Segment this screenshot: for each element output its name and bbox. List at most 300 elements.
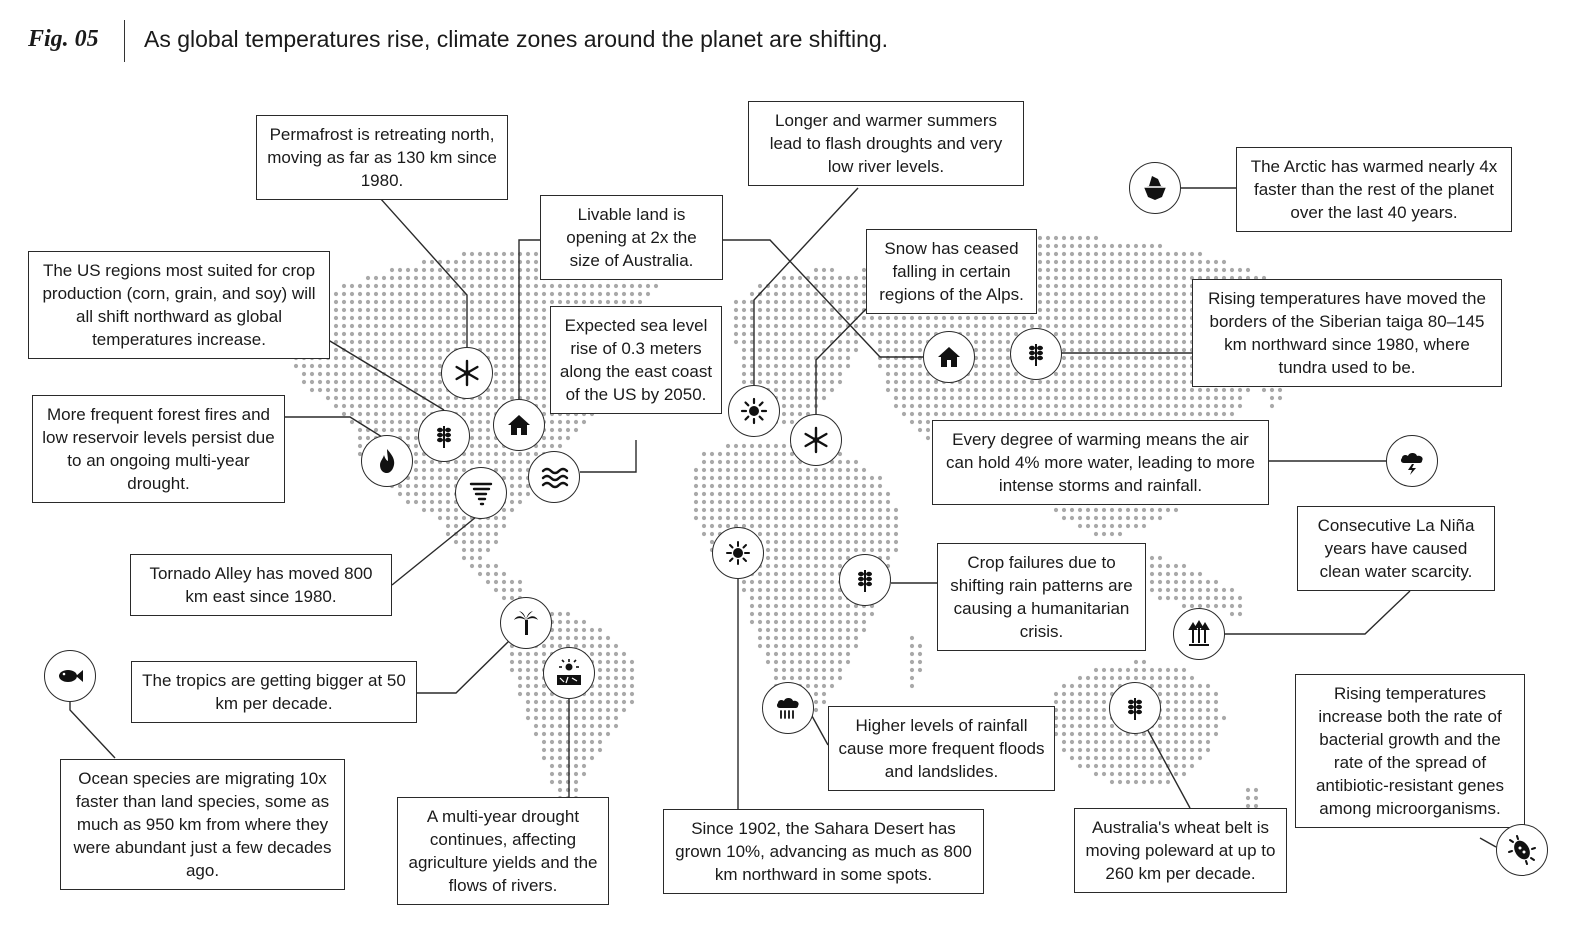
land-dot (1062, 308, 1066, 312)
land-dot (974, 412, 978, 416)
land-dot (1006, 340, 1010, 344)
land-dot (846, 612, 850, 616)
land-dot (1062, 684, 1066, 688)
land-dot (790, 484, 794, 488)
land-dot (702, 476, 706, 480)
land-dot (406, 356, 410, 360)
land-dot (1030, 388, 1034, 392)
land-dot (1142, 388, 1146, 392)
land-dot (894, 340, 898, 344)
land-dot (782, 596, 786, 600)
land-dot (1166, 716, 1170, 720)
land-dot (574, 300, 578, 304)
land-dot (1102, 404, 1106, 408)
land-dot (846, 276, 850, 280)
land-dot (1062, 388, 1066, 392)
land-dot (606, 668, 610, 672)
land-dot (1206, 404, 1210, 408)
land-dot (902, 348, 906, 352)
land-dot (1182, 596, 1186, 600)
land-dot (790, 348, 794, 352)
land-dot (334, 388, 338, 392)
land-dot (798, 356, 802, 360)
land-dot (1014, 412, 1018, 416)
land-dot (1014, 380, 1018, 384)
land-dot (1174, 692, 1178, 696)
land-dot (518, 588, 522, 592)
land-dot (1158, 340, 1162, 344)
land-dot (758, 308, 762, 312)
land-dot (1094, 740, 1098, 744)
land-dot (782, 308, 786, 312)
land-dot (1094, 300, 1098, 304)
land-dot (494, 356, 498, 360)
land-dot (486, 436, 490, 440)
land-dot (886, 348, 890, 352)
land-dot (430, 372, 434, 376)
land-dot (918, 332, 922, 336)
land-dot (1134, 340, 1138, 344)
land-dot (454, 508, 458, 512)
land-dot (1182, 380, 1186, 384)
land-dot (486, 268, 490, 272)
land-dot (1158, 564, 1162, 568)
land-dot (822, 284, 826, 288)
land-dot (414, 452, 418, 456)
land-dot (1046, 300, 1050, 304)
land-dot (486, 572, 490, 576)
land-dot (1214, 604, 1218, 608)
land-dot (526, 492, 530, 496)
land-dot (1102, 316, 1106, 320)
land-dot (350, 308, 354, 312)
land-dot (958, 404, 962, 408)
land-dot (822, 564, 826, 568)
land-dot (1126, 292, 1130, 296)
land-dot (1062, 356, 1066, 360)
land-dot (1102, 252, 1106, 256)
land-dot (1086, 756, 1090, 760)
land-dot (846, 484, 850, 488)
land-dot (1086, 396, 1090, 400)
land-dot (510, 452, 514, 456)
land-dot (510, 380, 514, 384)
land-dot (1062, 516, 1066, 520)
land-dot (1150, 404, 1154, 408)
land-dot (558, 772, 562, 776)
land-dot (1102, 668, 1106, 672)
land-dot (1134, 252, 1138, 256)
land-dot (542, 644, 546, 648)
land-dot (910, 388, 914, 392)
land-dot (1158, 668, 1162, 672)
land-dot (398, 428, 402, 432)
land-dot (966, 412, 970, 416)
land-dot (758, 324, 762, 328)
land-dot (486, 284, 490, 288)
land-dot (590, 292, 594, 296)
land-dot (526, 364, 530, 368)
land-dot (1102, 764, 1106, 768)
land-dot (1214, 396, 1218, 400)
land-dot (550, 284, 554, 288)
land-dot (734, 460, 738, 464)
land-dot (1094, 260, 1098, 264)
land-dot (1094, 244, 1098, 248)
callout-arctic: The Arctic has warmed nearly 4x faster than the rest of the planet over the last 40 years. (1236, 147, 1512, 232)
land-dot (774, 468, 778, 472)
land-dot (1118, 676, 1122, 680)
land-dot (718, 468, 722, 472)
land-dot (1214, 692, 1218, 696)
land-dot (918, 420, 922, 424)
land-dot (390, 388, 394, 392)
land-dot (878, 508, 882, 512)
land-dot (766, 292, 770, 296)
land-dot (1134, 660, 1138, 664)
land-dot (1166, 300, 1170, 304)
land-dot (430, 364, 434, 368)
land-dot (926, 324, 930, 328)
land-dot (446, 492, 450, 496)
land-dot (982, 396, 986, 400)
palm-tree-icon (500, 597, 552, 649)
land-dot (998, 348, 1002, 352)
land-dot (1166, 308, 1170, 312)
land-dot (1134, 244, 1138, 248)
land-dot (550, 740, 554, 744)
land-dot (1054, 404, 1058, 408)
land-dot (526, 356, 530, 360)
land-dot (510, 252, 514, 256)
land-dot (606, 292, 610, 296)
land-dot (798, 580, 802, 584)
land-dot (766, 460, 770, 464)
land-dot (774, 364, 778, 368)
land-dot (1102, 356, 1106, 360)
land-dot (1182, 356, 1186, 360)
land-dot (814, 708, 818, 712)
land-dot (1230, 588, 1234, 592)
land-dot (390, 356, 394, 360)
land-dot (822, 476, 826, 480)
land-dot (358, 364, 362, 368)
land-dot (1078, 732, 1082, 736)
land-dot (702, 516, 706, 520)
land-dot (438, 484, 442, 488)
land-dot (1142, 268, 1146, 272)
land-dot (526, 300, 530, 304)
land-dot (1110, 356, 1114, 360)
land-dot (1126, 772, 1130, 776)
land-dot (1118, 532, 1122, 536)
land-dot (694, 500, 698, 504)
land-dot (910, 316, 914, 320)
land-dot (414, 300, 418, 304)
land-dot (1134, 356, 1138, 360)
land-dot (510, 580, 514, 584)
land-dot (1070, 516, 1074, 520)
land-dot (446, 340, 450, 344)
land-dot (726, 444, 730, 448)
land-dot (1134, 324, 1138, 328)
land-dot (494, 580, 498, 584)
land-dot (782, 612, 786, 616)
land-dot (390, 276, 394, 280)
land-dot (1062, 260, 1066, 264)
land-dot (518, 652, 522, 656)
land-dot (990, 372, 994, 376)
land-dot (726, 508, 730, 512)
land-dot (1062, 252, 1066, 256)
land-dot (774, 580, 778, 584)
land-dot (910, 636, 914, 640)
land-dot (542, 284, 546, 288)
land-dot (966, 396, 970, 400)
land-dot (758, 316, 762, 320)
land-dot (694, 476, 698, 480)
land-dot (782, 580, 786, 584)
land-dot (598, 716, 602, 720)
land-dot (1118, 740, 1122, 744)
land-dot (478, 436, 482, 440)
land-dot (494, 388, 498, 392)
land-dot (1238, 612, 1242, 616)
land-dot (1198, 684, 1202, 688)
land-dot (1166, 572, 1170, 576)
wheat-icon (1010, 328, 1062, 380)
land-dot (910, 644, 914, 648)
land-dot (1214, 588, 1218, 592)
land-dot (478, 324, 482, 328)
land-dot (822, 596, 826, 600)
land-dot (870, 508, 874, 512)
land-dot (598, 292, 602, 296)
land-dot (574, 748, 578, 752)
land-dot (1102, 396, 1106, 400)
land-dot (766, 372, 770, 376)
land-dot (414, 332, 418, 336)
land-dot (1174, 292, 1178, 296)
land-dot (822, 508, 826, 512)
land-dot (902, 404, 906, 408)
land-dot (950, 324, 954, 328)
land-dot (534, 284, 538, 288)
land-dot (374, 308, 378, 312)
land-dot (790, 540, 794, 544)
land-dot (486, 260, 490, 264)
land-dot (1062, 692, 1066, 696)
land-dot (782, 532, 786, 536)
land-dot (1038, 412, 1042, 416)
land-dot (974, 388, 978, 392)
land-dot (302, 364, 306, 368)
land-dot (518, 692, 522, 696)
land-dot (542, 444, 546, 448)
land-dot (494, 308, 498, 312)
land-dot (806, 628, 810, 632)
land-dot (750, 604, 754, 608)
land-dot (1182, 252, 1186, 256)
land-dot (518, 500, 522, 504)
land-dot (614, 708, 618, 712)
land-dot (886, 388, 890, 392)
land-dot (822, 516, 826, 520)
land-dot (534, 708, 538, 712)
land-dot (1174, 676, 1178, 680)
land-dot (902, 316, 906, 320)
land-dot (566, 628, 570, 632)
land-dot (1198, 260, 1202, 264)
land-dot (1110, 276, 1114, 280)
land-dot (550, 444, 554, 448)
land-dot (422, 356, 426, 360)
land-dot (334, 308, 338, 312)
land-dot (1246, 796, 1250, 800)
land-dot (742, 508, 746, 512)
land-dot (894, 324, 898, 328)
land-dot (814, 572, 818, 576)
land-dot (766, 588, 770, 592)
land-dot (598, 636, 602, 640)
land-dot (438, 284, 442, 288)
land-dot (742, 492, 746, 496)
land-dot (1182, 732, 1186, 736)
land-dot (734, 492, 738, 496)
land-dot (1062, 340, 1066, 344)
land-dot (1214, 260, 1218, 264)
land-dot (534, 340, 538, 344)
land-dot (574, 716, 578, 720)
land-dot (1182, 300, 1186, 304)
land-dot (918, 428, 922, 432)
land-dot (1182, 388, 1186, 392)
land-dot (766, 452, 770, 456)
land-dot (1174, 756, 1178, 760)
land-dot (1158, 580, 1162, 584)
land-dot (478, 268, 482, 272)
land-dot (1166, 324, 1170, 328)
land-dot (446, 524, 450, 528)
land-dot (766, 356, 770, 360)
land-dot (926, 412, 930, 416)
land-dot (326, 380, 330, 384)
rain-cloud-icon (762, 682, 814, 734)
land-dot (1078, 276, 1082, 280)
land-dot (390, 340, 394, 344)
land-dot (774, 324, 778, 328)
land-dot (430, 260, 434, 264)
land-dot (838, 636, 842, 640)
land-dot (1006, 316, 1010, 320)
land-dot (798, 660, 802, 664)
land-dot (1174, 324, 1178, 328)
land-dot (1102, 700, 1106, 704)
land-dot (566, 620, 570, 624)
land-dot (1198, 732, 1202, 736)
land-dot (374, 420, 378, 424)
land-dot (494, 316, 498, 320)
land-dot (1214, 388, 1218, 392)
land-dot (774, 452, 778, 456)
land-dot (1174, 708, 1178, 712)
land-dot (758, 516, 762, 520)
land-dot (766, 444, 770, 448)
land-dot (1086, 404, 1090, 408)
land-dot (870, 324, 874, 328)
land-dot (398, 300, 402, 304)
land-dot (1190, 748, 1194, 752)
land-dot (838, 364, 842, 368)
land-dot (782, 508, 786, 512)
land-dot (358, 404, 362, 408)
land-dot (878, 540, 882, 544)
land-dot (742, 316, 746, 320)
land-dot (774, 332, 778, 336)
land-dot (1094, 396, 1098, 400)
land-dot (1110, 300, 1114, 304)
callout-storms: Every degree of warming means the air can hold 4% more water, leading to more intense storms and rainfall. (932, 420, 1269, 505)
land-dot (510, 460, 514, 464)
land-dot (1230, 396, 1234, 400)
land-dot (1198, 756, 1202, 760)
land-dot (798, 404, 802, 408)
land-dot (390, 308, 394, 312)
land-dot (814, 324, 818, 328)
land-dot (478, 308, 482, 312)
land-dot (950, 396, 954, 400)
land-dot (1198, 388, 1202, 392)
land-dot (774, 484, 778, 488)
land-dot (1110, 388, 1114, 392)
land-dot (1006, 388, 1010, 392)
land-dot (622, 692, 626, 696)
land-dot (702, 508, 706, 512)
land-dot (1166, 412, 1170, 416)
land-dot (910, 324, 914, 328)
land-dot (366, 420, 370, 424)
callout-us-crops: The US regions most suited for crop production (corn, grain, and soy) will all shift northward as global temperatures increase. (28, 251, 330, 359)
land-dot (478, 396, 482, 400)
land-dot (702, 532, 706, 536)
leader-line (580, 440, 636, 472)
land-dot (822, 532, 826, 536)
land-dot (894, 516, 898, 520)
land-dot (1182, 372, 1186, 376)
land-dot (1198, 748, 1202, 752)
land-dot (958, 396, 962, 400)
land-dot (358, 372, 362, 376)
land-dot (398, 420, 402, 424)
land-dot (942, 412, 946, 416)
land-dot (590, 708, 594, 712)
land-dot (526, 452, 530, 456)
land-dot (734, 308, 738, 312)
land-dot (1126, 380, 1130, 384)
land-dot (406, 428, 410, 432)
land-dot (1054, 692, 1058, 696)
land-dot (870, 516, 874, 520)
land-dot (782, 516, 786, 520)
land-dot (342, 412, 346, 416)
land-dot (606, 636, 610, 640)
land-dot (1142, 356, 1146, 360)
land-dot (846, 460, 850, 464)
land-dot (998, 324, 1002, 328)
land-dot (1198, 412, 1202, 416)
land-dot (526, 268, 530, 272)
land-dot (534, 300, 538, 304)
